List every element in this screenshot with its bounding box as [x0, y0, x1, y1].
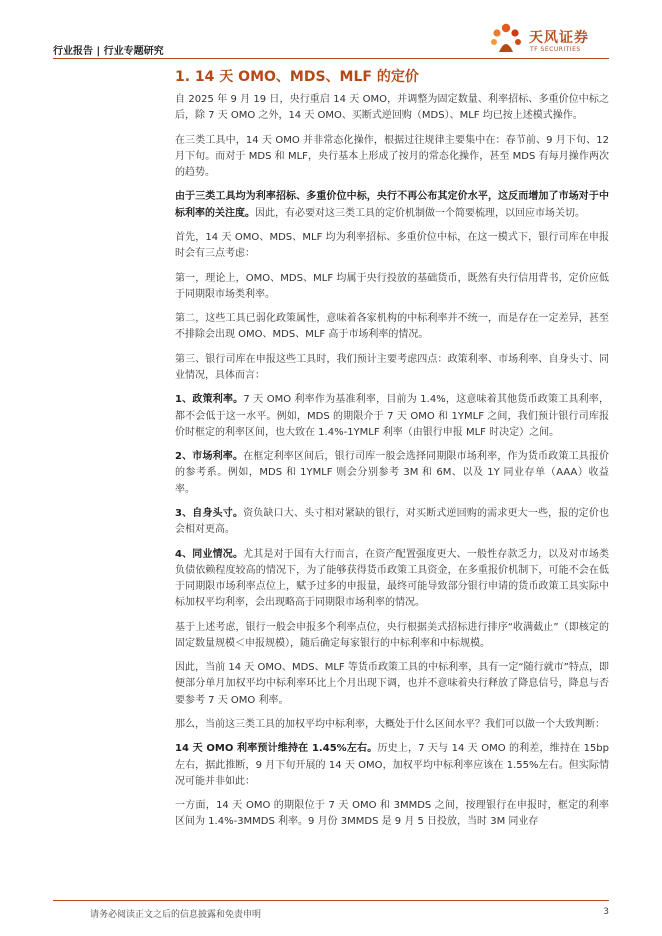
paragraph: [175, 189, 609, 221]
paragraph-text: 首先，14 天 OMO、MDS、MLF 均为利率招标、多重价位中标，在这一模式下，银行司库在申报时会有三点考虑：: [175, 231, 609, 260]
paragraph: [175, 506, 609, 538]
paragraph: [175, 133, 609, 182]
paragraph: [175, 547, 609, 612]
paragraph-text: 自 2025 年 9 月 19 日，央行重启 14 天 OMO，并调整为固定数量、利率招标、多重价位中标之后，除 7 天 OMO 之外，14 天 OMO、买断式逆回购（MDS）、MLF 均已按上述模式操作。: [175, 94, 609, 122]
paragraph-lead: 14 天 OMO 利率预计维持在 1.45%左右。: [175, 743, 378, 755]
logo-name: 天风证券: [529, 30, 589, 46]
report-category: 行业报告 | 行业专题研究: [53, 46, 164, 57]
paragraph: [175, 230, 609, 262]
logo-english-name: TF SECURITIES: [530, 46, 581, 53]
paragraph: [175, 352, 609, 384]
paragraph-text: 那么，当前这三类工具的加权平均中标利率，大概处于什么区间水平？我们可以做一个大致判断：: [175, 718, 605, 730]
paragraph-lead: 由于三类工具均为利率招标、多重价位中标，央行不再公布其定价水平，这反而增加了市场对于中标利率的关注度。: [175, 191, 609, 219]
tf-logo-icon: [489, 22, 523, 56]
paragraph: [175, 92, 609, 124]
paragraph: [175, 449, 609, 498]
paragraph-text: 一方面，14 天 OMO 的期限位于 7 天 OMO 和 3MMDS 之间，按理银行在申报时，框定的利率区间为 1.4%-3MMDS 利率。9 月份 3MMDS 是 9 月 5 日投放，当时 3M 同业存: [175, 800, 609, 828]
paragraph-text: 在框定利率区间后，银行司库一般会选择同期限市场利率，作为货币政策工具报价的参考系。例如，MDS 和 1YMLF 则会分别参考 3M 和 6M、以及 1Y 同业存单（AAA）收益率。: [175, 451, 609, 495]
header-divider: [53, 58, 609, 59]
paragraph: [175, 620, 609, 652]
paragraph-text: 资负缺口大、头寸相对紧缺的银行，对买断式逆回购的需求更大一些，报的定价也会相对更高。: [175, 507, 609, 536]
paragraph-text: 基于上述考虑，银行一般会申报多个利率点位，央行根据美式招标进行排序“收满截止”（即核定的固定数量规模＜申报规模），随后确定每家银行的中标利率和中标规模。: [175, 621, 609, 649]
paragraph: [175, 392, 609, 441]
page-number: 3: [603, 907, 609, 917]
footer-disclaimer: 请务必阅读正文之后的信息披露和免责申明: [90, 910, 262, 920]
footer-divider: [53, 900, 609, 901]
body-content: [175, 92, 609, 839]
paragraph-text: 第三、银行司库在申报这些工具时，我们预计主要考虑四点：政策利率、市场利率、自身头寸、同业情况，具体而言：: [175, 353, 609, 381]
section-title: 1. 14 天 OMO、MDS、MLF 的定价: [175, 69, 419, 85]
paragraph: [175, 311, 609, 343]
paragraph-text: 因此，当前 14 天 OMO、MDS、MLF 等货币政策工具的中标利率，具有一定“随行就市”特点，即便部分单月加权平均中标利率环比上个月出现下调，也并不意味着央行释放了降息信号，降息与否要参考 7 天 OMO 利率。: [175, 662, 609, 706]
paragraph-text: 第一，理论上，OMO、MDS、MLF 均属于央行投放的基础货币，既然有央行信用背书，定价应低于同期限市场类利率。: [175, 272, 609, 300]
paragraph: [175, 717, 609, 733]
paragraph-lead: 4、同业情况。: [175, 548, 244, 560]
paragraph-text: 7 天 OMO 利率作为基准利率，目前为 1.4%，这意味着其他货币政策工具利率，都不会低于这一水平。例如，MDS 的期限介于 7 天 OMO 和 1YMLF 之间，我们预计银行司库报价时框定的利率区间，也大致在 1.4%-1YMLF 利率（由银行申报 MLF 时决定）之间。: [175, 394, 609, 438]
paragraph-text: 第二，这些工具已弱化政策属性，意味着各家机构的中标利率并不统一，而是存在一定差异，甚至不排除会出现 OMO、MDS、MLF 高于市场利率的情况。: [175, 313, 609, 341]
company-logo: [489, 22, 609, 56]
paragraph: [175, 741, 609, 790]
paragraph: [175, 271, 609, 303]
paragraph: [175, 660, 609, 709]
paragraph-lead: 1、政策利率。: [175, 394, 244, 406]
paragraph-text: 尤其是对于国有大行而言，在资产配置强度更大、一般性存款乏力，以及对市场类负债依赖程度较高的情况下，为了能够获得货币政策工具资金，在多重报价机制下，可能不会在低于同期限市场利率点位上，赋予过多的申报量，最终可能导致部分银行申请的货币政策工具实际中标加权平均利率，会出现略高于同期限市场利率的情况。: [175, 548, 609, 609]
paragraph-text: 因此，有必要对这三类工具的定价机制做一个简要梳理，以回应市场关切。: [255, 207, 585, 219]
paragraph-lead: 3、自身头寸。: [175, 507, 244, 519]
paragraph-text: 历史上，7 天与 14 天 OMO 的利差，维持在 15bp 左右，据此推断，9 月下旬开展的 14 天 OMO，加权平均中标利率应该在 1.55%左右。但实际情况可能并非如此：: [175, 743, 609, 787]
paragraph-lead: 2、市场利率。: [175, 451, 244, 463]
paragraph-text: 在三类工具中，14 天 OMO 并非常态化操作，根据过往规律主要集中在：春节前、9 月下旬、12 月下旬。而对于 MDS 和 MLF，央行基本上形成了按月的常态化操作，甚至 MDS 有每月操作两次的趋势。: [175, 134, 609, 178]
paragraph: [175, 798, 609, 830]
